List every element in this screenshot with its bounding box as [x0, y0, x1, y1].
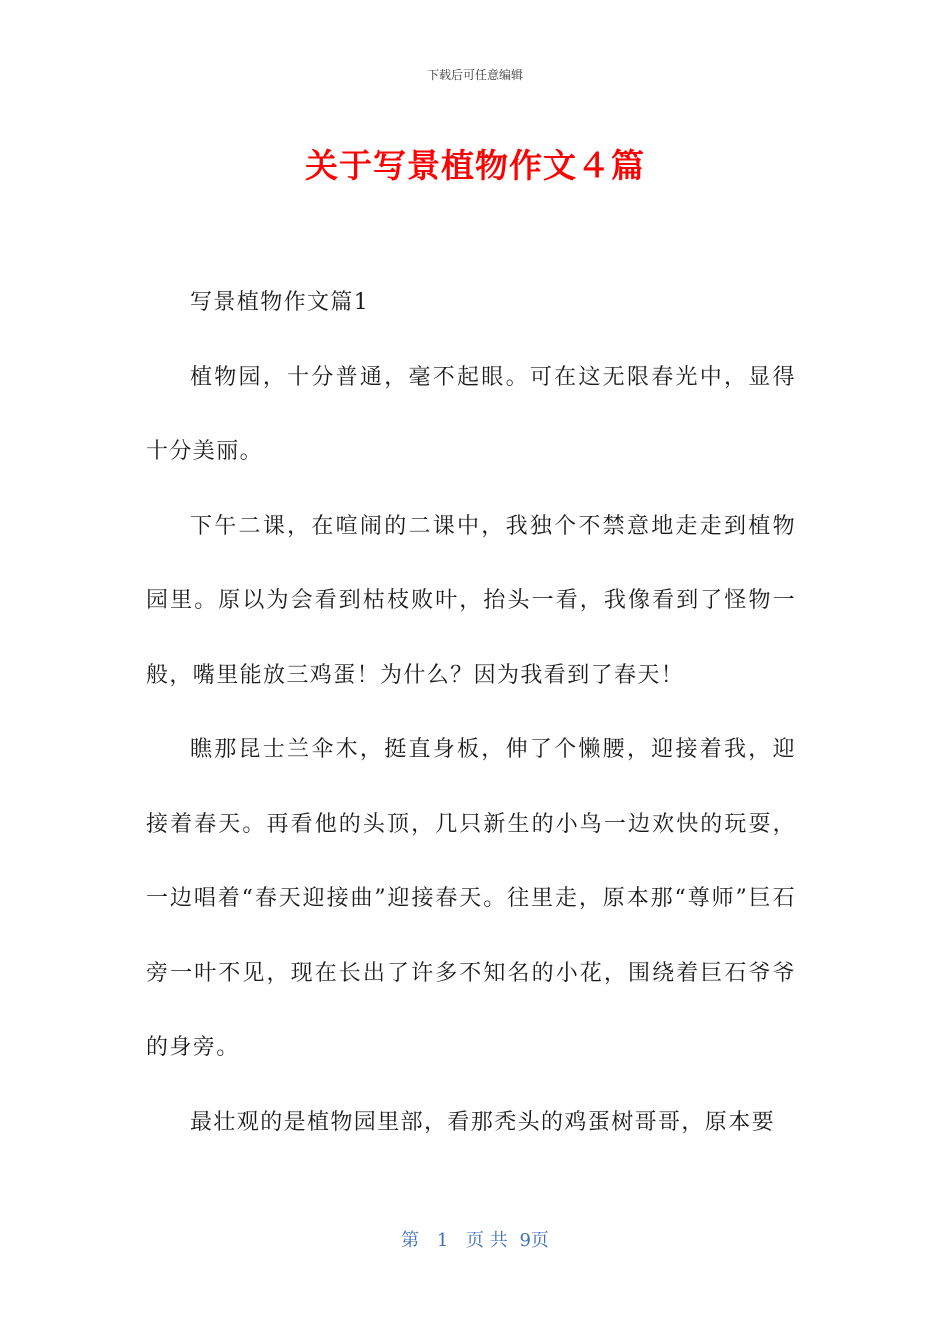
page-footer [0, 1226, 950, 1252]
document-body [146, 266, 796, 1160]
header-note: 下载后可任意编辑 [426, 68, 523, 82]
page-label-prefix: 第 [401, 1230, 420, 1251]
section-heading: 写景植物作文篇1 [190, 290, 370, 315]
paragraph: 瞧那昆士兰伞木，挺直身板，伸了个懒腰，迎接着我，迎接着春天。再看他的头顶，几只新生的小鸟一边欢快的玩耍，一边唱着“春天迎接曲”迎接春天。往里走，原本那“尊师”巨石旁一叶不见，现在长出了许多不知名的小花，围绕着巨石爷爷的身旁。 [146, 737, 796, 1060]
paragraph: 下午二课，在喧闹的二课中，我独个不禁意地走走到植物园里。原以为会看到枯枝败叶，抬头一看，我像看到了怪物一般，嘴里能放三鸡蛋！为什么？因为我看到了春天！ [146, 513, 796, 688]
page-label-mid: 页 共 [466, 1230, 508, 1251]
current-page-number: 1 [436, 1230, 449, 1251]
paragraph: 植物园，十分普通，毫不起眼。可在这无限春光中，显得十分美丽。 [146, 364, 796, 464]
total-pages: 9页 [519, 1230, 549, 1251]
document-title: 关于写景植物作文４篇 [305, 146, 645, 185]
paragraph: 最壮观的是植物园里部，看那秃头的鸡蛋树哥哥，原本要 [190, 1109, 776, 1135]
